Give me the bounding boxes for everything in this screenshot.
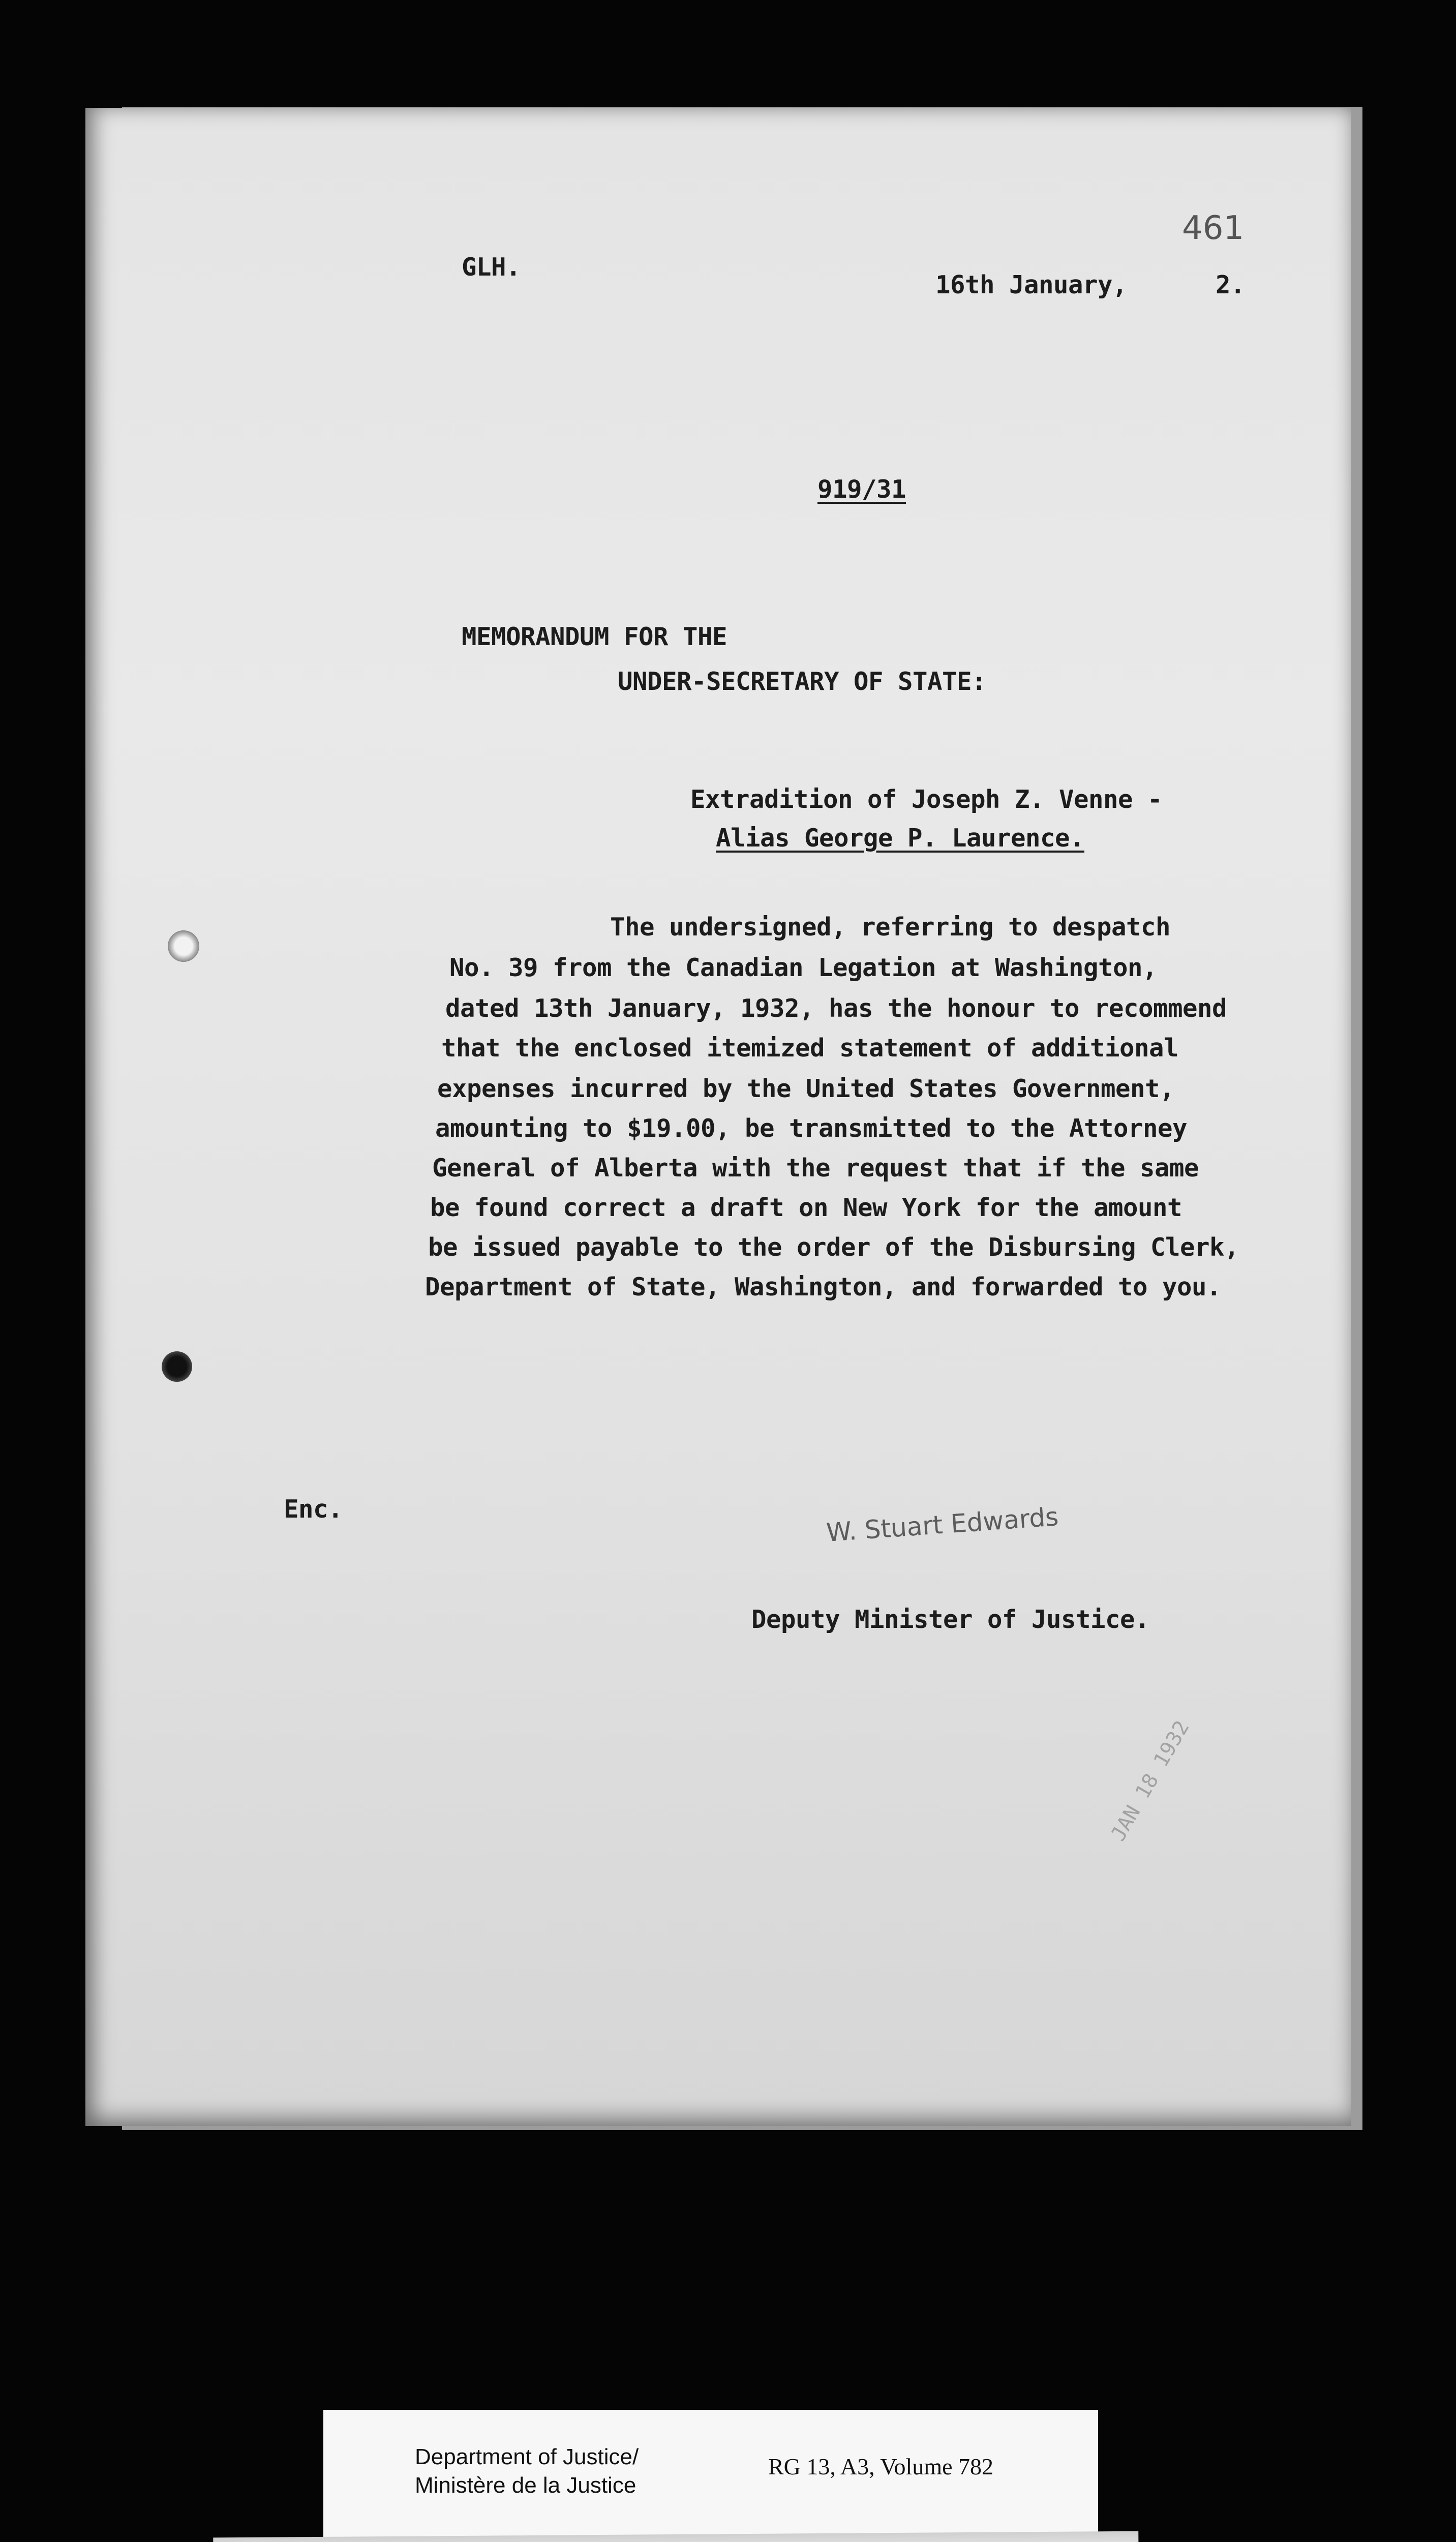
memo-recipient-line-1: MEMORANDUM FOR THE	[462, 622, 727, 651]
initials: GLH.	[462, 253, 521, 282]
body-line: that the enclosed itemized statement of additional	[441, 1034, 1179, 1063]
body-line: be found correct a draft on New York for the amount	[430, 1193, 1182, 1222]
body-line: Department of State, Washington, and forwarded to you.	[425, 1273, 1222, 1302]
department-name-fr: Ministère de la Justice	[415, 2473, 636, 2498]
punch-hole	[162, 1351, 192, 1382]
subject-line-1: Extradition of Joseph Z. Venne -	[690, 785, 1163, 814]
body-line: expenses incurred by the United States Government,	[437, 1074, 1175, 1103]
signature: W. Stuart Edwards	[825, 1502, 1060, 1548]
received-stamp: JAN 18 1932	[1106, 1716, 1194, 1845]
signatory-title: Deputy Minister of Justice.	[751, 1605, 1150, 1634]
body-line: be issued payable to the order of the Disbursing Clerk,	[428, 1233, 1239, 1262]
body-line: No. 39 from the Canadian Legation at Washington,	[449, 953, 1158, 982]
body-line: dated 13th January, 1932, has the honour to recommend	[445, 994, 1227, 1023]
memo-date: 16th January, 2.	[935, 270, 1246, 299]
record-group-reference: RG 13, A3, Volume 782	[768, 2454, 994, 2479]
body-line: The undersigned, referring to despatch	[610, 913, 1171, 942]
punch-hole	[168, 930, 199, 962]
page-number: 461	[1182, 209, 1245, 247]
department-name-en: Department of Justice/	[415, 2444, 639, 2469]
memo-body	[425, 913, 1307, 1421]
enclosure-note: Enc.	[284, 1495, 343, 1524]
department-name	[415, 2443, 639, 2500]
archive-reference-label	[323, 2410, 1098, 2541]
file-number: 919/31	[817, 475, 906, 504]
body-line: amounting to $19.00, be transmitted to the Attorney	[435, 1114, 1188, 1143]
body-line: General of Alberta with the request that if the same	[432, 1154, 1199, 1183]
subject-line-2: Alias George P. Laurence.	[716, 824, 1085, 853]
memo-recipient-line-2: UNDER-SECRETARY OF STATE:	[618, 667, 987, 696]
